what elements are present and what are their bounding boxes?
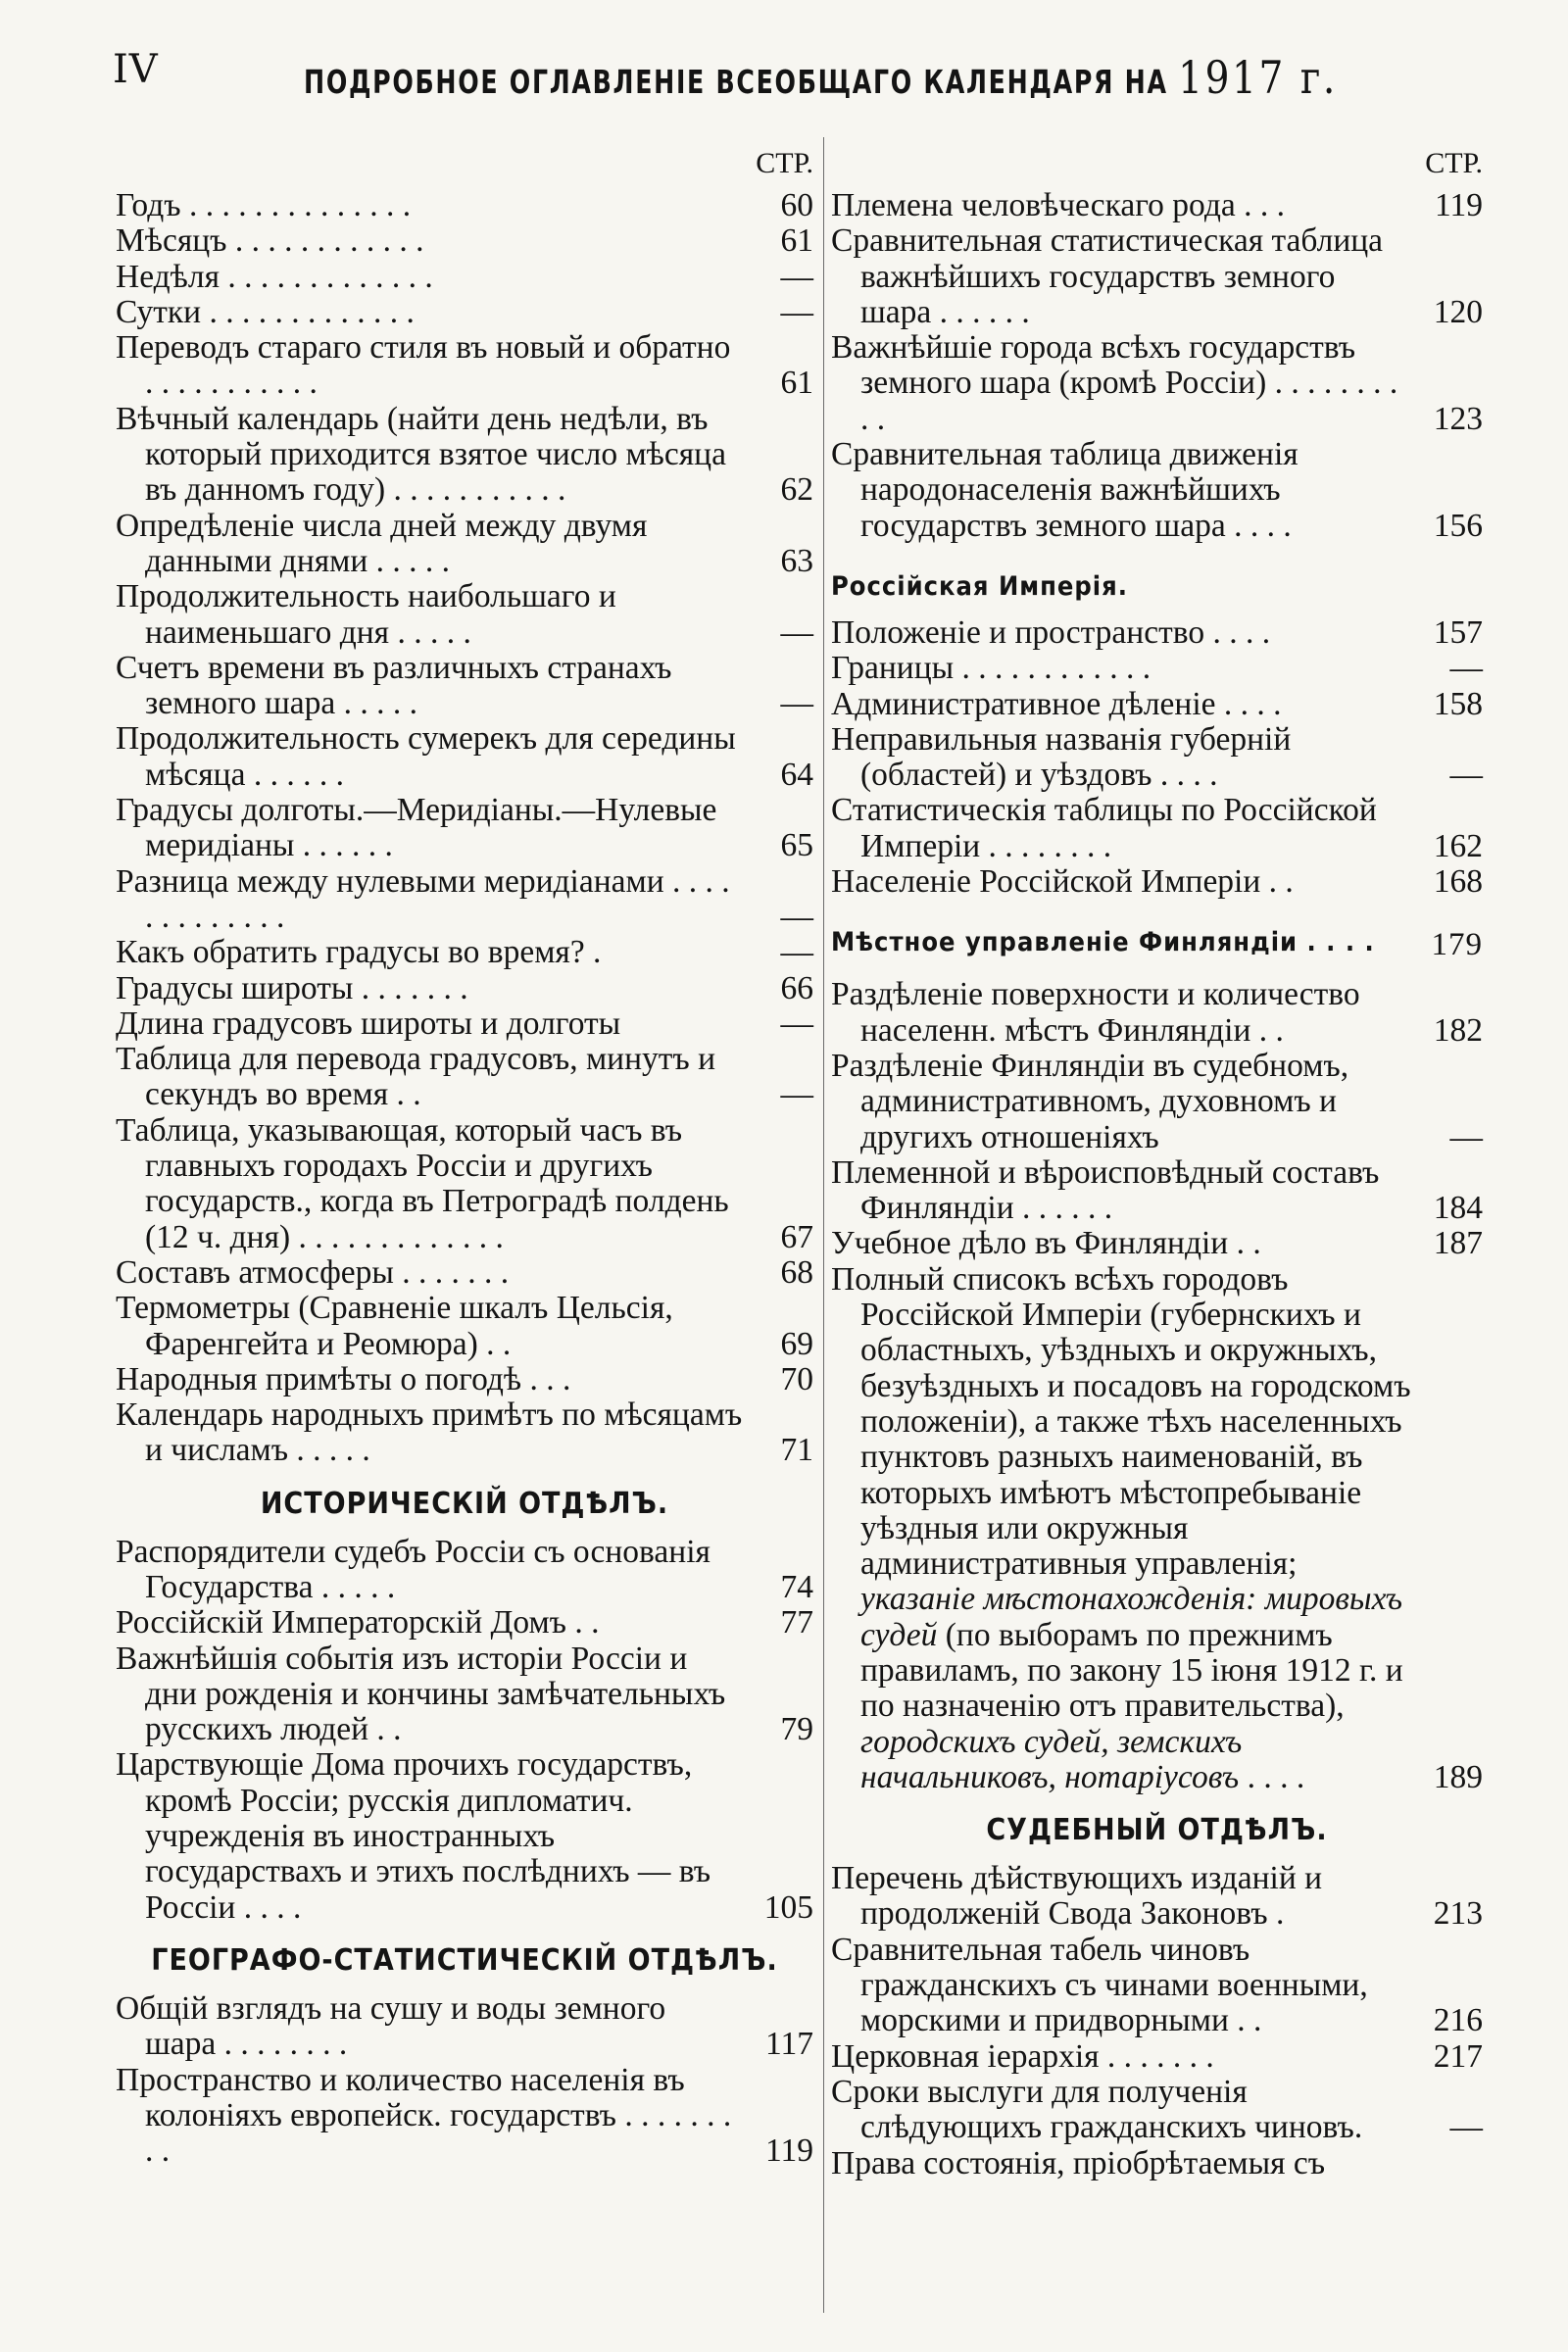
entry-page: 187	[1433, 1225, 1483, 1262]
toc-entry[interactable]	[116, 935, 813, 970]
entry-title	[831, 1262, 1412, 1795]
toc-entry[interactable]	[116, 1747, 813, 1925]
calendar-entries	[116, 188, 813, 1469]
entry-title: Пространство и количество населенія въ колоніяхъ европейск. государствъ . . . . . . . . .	[116, 2061, 732, 2170]
entry-title: Недѣля . . . . . . . . . . . . .	[116, 258, 433, 295]
entry-title: Важнѣйшіе города всѣхъ государствъ земного шара (кромѣ Россіи) . . . . . . . . . .	[831, 329, 1398, 437]
entry-title: Положеніе и пространство . . . .	[831, 613, 1271, 651]
entry-page: 74	[780, 1568, 813, 1605]
entry-title: Населеніе Россійской Имперіи . .	[831, 863, 1294, 901]
entry-title: Церковная іерархія . . . . . . .	[831, 2037, 1214, 2075]
toc-entry[interactable]	[116, 509, 813, 580]
entry-title: Раздѣленіе поверхности и количество населенн. мѣстъ Финляндіи . .	[831, 976, 1360, 1049]
entry-title: Продолжительность сумерекъ для середины мѣсяца . . . . . .	[116, 720, 736, 793]
entry-title: Градусы широты . . . . . . .	[116, 969, 468, 1006]
entry-page: 117	[764, 2026, 813, 2063]
toc-entry[interactable]	[831, 188, 1483, 223]
toc-entry[interactable]	[116, 402, 813, 509]
entry-title: Опредѣленіе числа дней между двумя данными днями . . . . .	[116, 507, 648, 579]
toc-entry[interactable]	[831, 2146, 1483, 2181]
entry-page: 156	[1433, 507, 1483, 544]
section-title-geo: ГЕОГРАФО-СТАТИСТИЧЕСКІЙ ОТДѢЛЪ.	[151, 1942, 778, 1978]
entry-title: Градусы долготы.—Меридіаны.—Нулевые меридіаны . . . . . .	[116, 792, 717, 864]
empire-entries	[831, 615, 1483, 900]
toc-entry[interactable]	[831, 615, 1483, 651]
entry-page: 216	[1433, 2002, 1483, 2039]
entry-title: Сравнительная статистическая таблица важнѣйшихъ государствъ земного шара . . . . . .	[831, 222, 1384, 330]
entry-page: 184	[1433, 1190, 1483, 1227]
page-number: IV	[113, 47, 159, 92]
toc-entry[interactable]	[116, 864, 813, 936]
entry-page: 158	[1433, 685, 1483, 722]
judicial-entries	[831, 1861, 1483, 2181]
toc-entry[interactable]	[116, 1006, 813, 1042]
finland-entries	[831, 977, 1483, 1795]
entry-title: Народныя примѣты о погодѣ . . .	[116, 1360, 571, 1397]
toc-entry[interactable]	[831, 437, 1483, 544]
entry-page: 182	[1433, 1011, 1483, 1049]
entry-title: Границы . . . . . . . . . . . .	[831, 650, 1152, 687]
entry-page: 157	[1433, 613, 1483, 651]
entry-page: 168	[1433, 863, 1483, 901]
toc-entry[interactable]	[116, 1113, 813, 1255]
left-column	[116, 147, 813, 2169]
toc-entry[interactable]	[116, 651, 813, 722]
entry-title: Права состоянія, пріобрѣтаемыя съ	[831, 2144, 1326, 2181]
entry-page: —	[780, 898, 813, 935]
entry-title-italic: городскихъ судей, земскихъ начальниковъ, нотаріусовъ	[860, 1723, 1243, 1795]
entry-title: Общій взглядъ на сушу и воды земного шара . . . . . . . .	[116, 1989, 666, 2063]
toc-entry[interactable]	[116, 295, 813, 330]
entry-page: 79	[780, 1711, 813, 1748]
entry-title: Продолжительность наибольшаго и наименьшаго дня . . . . .	[116, 578, 616, 651]
entry-title: Какъ обратить градусы во время? .	[116, 934, 602, 971]
entry-page: —	[780, 685, 813, 722]
toc-entry[interactable]	[831, 1049, 1483, 1155]
entry-page: —	[780, 613, 813, 651]
toc-entry[interactable]	[116, 223, 813, 259]
toc-entry[interactable]	[116, 2063, 813, 2170]
toc-entry[interactable]	[116, 579, 813, 651]
entry-page: —	[780, 934, 813, 971]
entry-page: —	[780, 1004, 813, 1042]
entry-title: Разница между нулевыми меридіанами . . . . . . . . . . . . .	[116, 862, 730, 935]
toc-entry[interactable]	[116, 1397, 813, 1469]
entry-title: Важнѣйшія событія изъ исторіи Россіи и дни рожденія и кончины замѣчательныхъ русскихъ людей . .	[116, 1640, 726, 1748]
toc-entry[interactable]	[831, 2039, 1483, 2075]
entry-page: 69	[780, 1325, 813, 1362]
toc-entry[interactable]	[116, 1642, 813, 1748]
entry-title: Сравнительная табель чиновъ гражданскихъ съ чинами военными, морскими и придворными . .	[831, 1931, 1368, 2039]
entry-title: Составъ атмосферы . . . . . . .	[116, 1253, 510, 1291]
toc-entry[interactable]	[116, 330, 813, 402]
entry-title: Календарь народныхъ примѣтъ по мѣсяцамъ и числамъ . . . . .	[116, 1396, 743, 1469]
entry-title: Годъ . . . . . . . . . . . . . .	[116, 187, 412, 223]
toc-entry-city-list[interactable]	[831, 1262, 1483, 1795]
right-column	[831, 147, 1483, 2181]
toc-entry[interactable]	[831, 223, 1483, 330]
entry-page: 60	[780, 187, 813, 223]
entry-title: Племена человѣческаго рода . . .	[831, 187, 1285, 223]
column-divider	[823, 137, 824, 2313]
toc-entry[interactable]	[116, 721, 813, 793]
page-column-label: СТР.	[756, 147, 813, 179]
entry-page: —	[780, 293, 813, 330]
entry-title: Статистическія таблицы по Россійской Имперіи . . . . . . . .	[831, 792, 1377, 864]
entry-title: Племенной и вѣроисповѣдный составъ Финляндіи . . . . . .	[831, 1153, 1380, 1227]
running-title	[304, 51, 1338, 104]
toc-entry[interactable]	[116, 1291, 813, 1362]
entry-page: —	[1449, 1118, 1483, 1155]
toc-entry[interactable]	[831, 977, 1483, 1049]
toc-entry[interactable]	[831, 330, 1483, 437]
entry-page: 120	[1433, 293, 1483, 330]
toc-entry[interactable]	[116, 260, 813, 295]
entry-title: Царствующіе Дома прочихъ государствъ, кромѣ Россіи; русскія дипломатич. учрежденія въ иностранныхъ государствахъ и этихъ послѣднихъ — въ Россіи . . . .	[116, 1746, 711, 1926]
entry-title: Раздѣленіе Финляндіи въ судебномъ, административномъ, духовномъ и другихъ отношеніяхъ	[831, 1047, 1349, 1155]
entry-page: —	[1449, 757, 1483, 794]
entry-page: 64	[780, 756, 813, 793]
page-header	[113, 39, 1377, 104]
entry-title: Сроки выслуги для полученія слѣдующихъ гражданскихъ чиновъ.	[831, 2073, 1363, 2146]
entry-page: 68	[780, 1253, 813, 1291]
entry-title: Административное дѣленіе . . . .	[831, 685, 1282, 722]
entry-title: Вѣчный календарь (найти день недѣли, въ который приходится взятое число мѣсяца въ данномъ году) . . . . . . . . . . .	[116, 400, 726, 509]
entry-page: 67	[780, 1218, 813, 1255]
entry-page: —	[1449, 650, 1483, 687]
entry-title: Длина градусовъ широты и долготы	[116, 1004, 621, 1042]
entry-page: 61	[780, 222, 813, 260]
entry-page: 66	[780, 969, 813, 1006]
entry-page: 63	[780, 542, 813, 579]
toc-entry[interactable]	[116, 1991, 813, 2063]
entry-page: 213	[1433, 1895, 1483, 1933]
entry-page: 61	[780, 365, 813, 402]
section-title-empire: Россійская Имперія.	[831, 570, 1128, 602]
toc-entry[interactable]	[116, 1535, 813, 1606]
entry-title: Таблица для перевода градусовъ, минутъ и секундъ во время . .	[116, 1041, 716, 1113]
toc-entry[interactable]	[831, 1155, 1483, 1227]
toc-entry[interactable]	[116, 971, 813, 1006]
entry-title: Перечень дѣйствующихъ изданій и продолженій Свода Законовъ .	[831, 1860, 1323, 1933]
entry-page: 162	[1433, 827, 1483, 864]
toc-entry[interactable]	[831, 2075, 1483, 2146]
entry-title: Счетъ времени въ различныхъ странахъ земного шара . . . . .	[116, 649, 672, 722]
historical-entries	[116, 1535, 813, 1926]
entry-page: 65	[780, 827, 813, 864]
entry-page: 70	[780, 1360, 813, 1397]
entry-page: —	[1449, 2109, 1483, 2146]
entry-page: 119	[1434, 187, 1483, 223]
toc-entry[interactable]	[116, 1255, 813, 1291]
entry-title: Россійскій Императорскій Домъ . .	[116, 1604, 600, 1642]
entry-title: Таблица, указывающая, который часъ въ главныхъ городахъ Россіи и другихъ государств., когда въ Петроградѣ полдень (12 ч. дня) . . . . . . . . . . . . .	[116, 1111, 729, 1255]
entry-title: Сравнительная таблица движенія народонаселенія важнѣйшихъ государствъ земного шара . . . .	[831, 436, 1298, 544]
entry-title-italic: указаніе мѣстонахожденія: мировыхъ судей	[860, 1581, 1402, 1653]
entry-page: 62	[780, 471, 813, 509]
entry-page: 77	[780, 1604, 813, 1642]
toc-entry[interactable]	[831, 864, 1483, 900]
running-title-year: 1917 г.	[1178, 51, 1338, 104]
entry-title-part: (по выборамъ по прежнимъ правиламъ, по закону 15 іюня 1912 г. и по назначенію отъ правительства),	[860, 1616, 1403, 1725]
entry-page: 217	[1433, 2037, 1483, 2075]
entry-page: 105	[763, 1888, 813, 1926]
toc-entry[interactable]	[116, 188, 813, 223]
entry-title: Термометры (Сравненіе шкалъ Цельсія, Фаренгейта и Реомюра) . .	[116, 1290, 673, 1362]
entry-title: Мѣсяцъ . . . . . . . . . . . .	[116, 222, 424, 260]
page-column-label: СТР.	[1425, 147, 1483, 179]
toc-entry[interactable]	[116, 1362, 813, 1397]
toc-entry[interactable]	[831, 1226, 1483, 1261]
section-title-judicial: СУДЕБНЫЙ ОТДѢЛЪ.	[986, 1813, 1328, 1848]
section-title-finland	[831, 927, 1483, 963]
section-title-finland-text: Мѣстное управленіе Финляндіи . . . .	[831, 927, 1375, 958]
entry-title: Переводъ стараго стиля въ новый и обратно . . . . . . . . . . .	[116, 329, 731, 402]
toc-entry[interactable]	[831, 1861, 1483, 1933]
geo-entries	[116, 1991, 813, 2169]
entry-leader-dots: . . . .	[1247, 1758, 1305, 1795]
toc-entry[interactable]	[831, 793, 1483, 864]
toc-entry[interactable]	[116, 1605, 813, 1641]
section-title-finland-page: 179	[1431, 927, 1483, 963]
entry-title-part: Полный списокъ всѣхъ городовъ Россійской Имперіи (губернскихъ и областныхъ, уѣздныхъ и окружныхъ, безуѣздныхъ и посадовъ на городскомъ положеніи), а также тѣхъ населенныхъ пунктовъ разныхъ наименованій, въ которыхъ имѣютъ мѣстопребываніе уѣздныя или окружныя административныя управленія;	[831, 1260, 1411, 1583]
entry-page: 189	[1433, 1758, 1483, 1795]
entry-title: Распорядители судебъ Россіи съ основанія Государства . . . . .	[116, 1533, 710, 1605]
toc-entry[interactable]	[116, 793, 813, 864]
toc-entry[interactable]	[831, 687, 1483, 722]
entry-page: 123	[1433, 400, 1483, 437]
running-title-text: ПОДРОБНОЕ ОГЛАВЛЕНІЕ ВСЕОБЩАГО КАЛЕНДАРЯ НА	[304, 63, 1168, 101]
toc-entry[interactable]	[831, 1933, 1483, 2039]
toc-entry[interactable]	[831, 651, 1483, 686]
entry-title: Учебное дѣло въ Финляндіи . .	[831, 1225, 1261, 1262]
section-title-historical: ИСТОРИЧЕСКІЙ ОТДѢЛЪ.	[260, 1486, 669, 1521]
entry-page: 71	[780, 1432, 813, 1469]
entry-page: 119	[764, 2132, 813, 2170]
entry-page: —	[780, 1076, 813, 1113]
toc-entry[interactable]	[116, 1042, 813, 1113]
entry-title: Неправильныя названія губерній (областей) и уѣздовъ . . . .	[831, 720, 1292, 794]
world-entries	[831, 188, 1483, 544]
entry-page: —	[780, 258, 813, 295]
entry-title: Сутки . . . . . . . . . . . . .	[116, 293, 415, 330]
toc-entry[interactable]	[831, 722, 1483, 794]
